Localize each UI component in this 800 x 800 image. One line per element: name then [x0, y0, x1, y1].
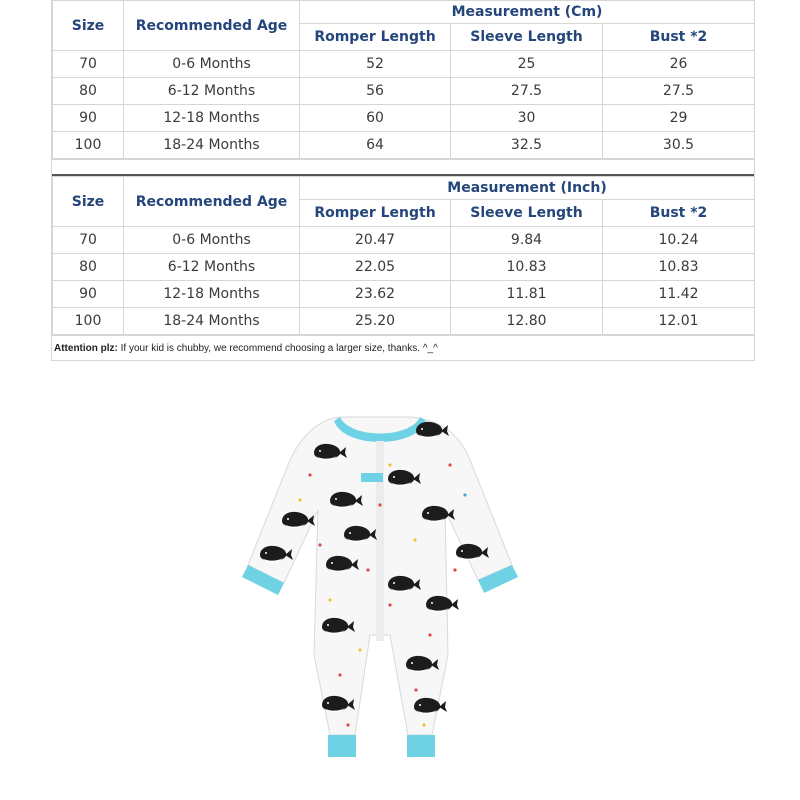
size-cell: 100: [53, 132, 124, 159]
sleeve-length-header: Sleeve Length: [451, 24, 603, 51]
table-row: [53, 132, 755, 159]
age-cell: 18-24 Months: [124, 132, 300, 159]
bust-cell: 12.01: [603, 308, 755, 335]
sleeve-length-header: Sleeve Length: [451, 200, 603, 227]
age-header: Recommended Age: [124, 1, 300, 51]
size-cell: 100: [53, 308, 124, 335]
romper-cell: 64: [300, 132, 451, 159]
size-chart: [51, 0, 755, 361]
age-cell: 0-6 Months: [124, 227, 300, 254]
romper-length-header: Romper Length: [300, 24, 451, 51]
attention-label: Attention plz:: [54, 343, 118, 354]
size-cell: 80: [53, 254, 124, 281]
romper-cell: 25.20: [300, 308, 451, 335]
age-header: Recommended Age: [124, 177, 300, 227]
sleeve-cell: 9.84: [451, 227, 603, 254]
attention-note: [52, 335, 754, 360]
romper-cell: 56: [300, 78, 451, 105]
sleeve-cell: 10.83: [451, 254, 603, 281]
attention-text: If your kid is chubby, we recommend choosing a larger size, thanks. ^_^: [117, 343, 438, 354]
age-cell: 12-18 Months: [124, 281, 300, 308]
sleeve-cell: 12.80: [451, 308, 603, 335]
bust-cell: 30.5: [603, 132, 755, 159]
size-cell: 80: [53, 78, 124, 105]
age-cell: 6-12 Months: [124, 78, 300, 105]
sleeve-cell: 25: [451, 51, 603, 78]
table-divider: [52, 159, 754, 176]
size-header: Size: [53, 1, 124, 51]
inch-size-table: [52, 176, 755, 335]
size-cell: 90: [53, 281, 124, 308]
table-row: [53, 51, 755, 78]
age-cell: 0-6 Months: [124, 51, 300, 78]
romper-cell: 20.47: [300, 227, 451, 254]
size-cell: 70: [53, 51, 124, 78]
table-row: [53, 105, 755, 132]
sleeve-cell: 11.81: [451, 281, 603, 308]
size-header: Size: [53, 177, 124, 227]
bust-cell: 27.5: [603, 78, 755, 105]
bust-header: Bust *2: [603, 24, 755, 51]
bust-cell: 10.24: [603, 227, 755, 254]
table-row: [53, 78, 755, 105]
bust-cell: 29: [603, 105, 755, 132]
romper-cell: 60: [300, 105, 451, 132]
table-row: [53, 281, 755, 308]
bust-cell: 26: [603, 51, 755, 78]
cm-size-table: [52, 0, 755, 159]
bust-cell: 11.42: [603, 281, 755, 308]
table-row: [53, 254, 755, 281]
bust-header: Bust *2: [603, 200, 755, 227]
sleeve-cell: 32.5: [451, 132, 603, 159]
size-cell: 70: [53, 227, 124, 254]
romper-cell: 52: [300, 51, 451, 78]
age-cell: 6-12 Months: [124, 254, 300, 281]
size-cell: 90: [53, 105, 124, 132]
bust-cell: 10.83: [603, 254, 755, 281]
romper-cell: 22.05: [300, 254, 451, 281]
romper-cell: 23.62: [300, 281, 451, 308]
measurement-header: Measurement (Cm): [300, 1, 755, 24]
table-row: [53, 308, 755, 335]
romper-product-image: [240, 405, 520, 765]
sleeve-cell: 30: [451, 105, 603, 132]
measurement-header: Measurement (Inch): [300, 177, 755, 200]
romper-length-header: Romper Length: [300, 200, 451, 227]
age-cell: 12-18 Months: [124, 105, 300, 132]
table-row: [53, 227, 755, 254]
age-cell: 18-24 Months: [124, 308, 300, 335]
sleeve-cell: 27.5: [451, 78, 603, 105]
